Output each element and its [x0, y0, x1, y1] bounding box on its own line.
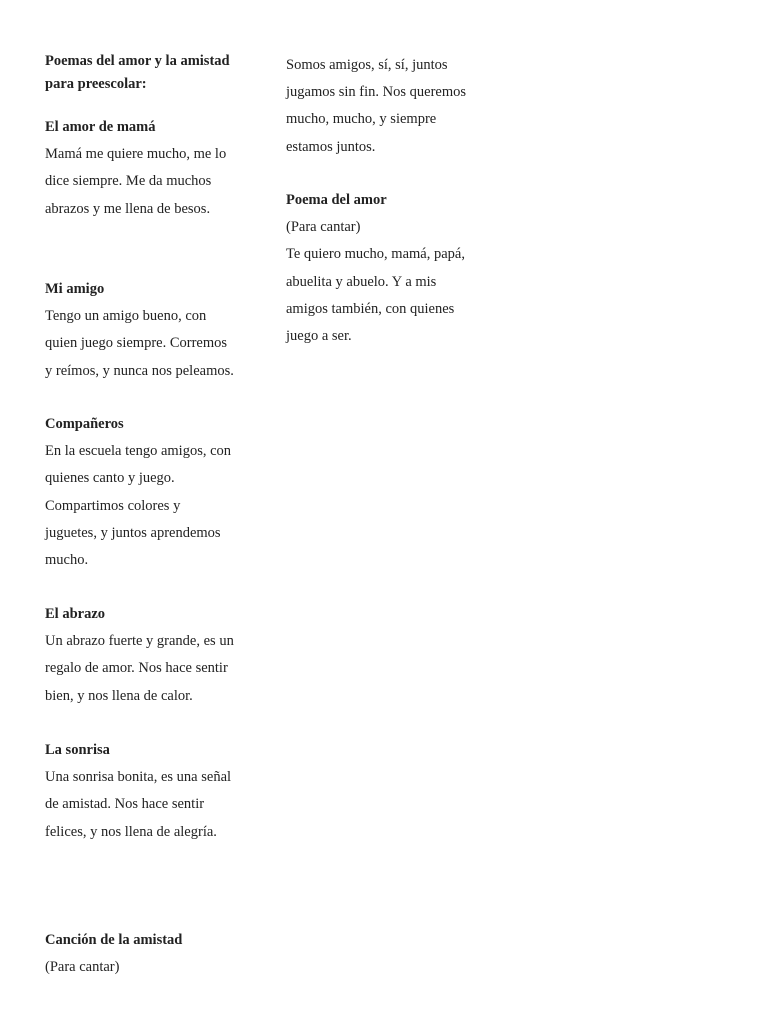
poem-title: Poema del amor [286, 192, 387, 208]
poem-line: abuelita y abuelo. Y a mis [286, 273, 437, 290]
document-title [45, 50, 250, 96]
poem-line: mucho. [45, 552, 89, 569]
poem-title: La sonrisa [45, 742, 110, 758]
poem-line: jugamos sin fin. Nos queremos [286, 84, 467, 101]
document-title-line: Poemas del amor y la amistad [45, 53, 230, 69]
poem-line: y reímos, y nunca nos peleamos. [45, 362, 234, 379]
poem-line: (Para cantar) [286, 219, 361, 236]
poem-line: bien, y nos llena de calor. [45, 687, 193, 704]
poem-title: Mi amigo [45, 281, 105, 297]
poem-line: Una sonrisa bonita, es una señal [45, 769, 232, 786]
poem-line: felices, y nos llena de alegría. [45, 823, 217, 840]
poem-companeros [45, 411, 250, 574]
poem-la-sonrisa [45, 737, 250, 846]
poem-title: El amor de mamá [45, 119, 156, 135]
poem-line: Mamá me quiere mucho, me lo [45, 146, 227, 163]
poem-line: regalo de amor. Nos hace sentir [45, 660, 228, 677]
poem-line: Te quiero mucho, mamá, papá, [286, 246, 465, 263]
poem-title: Canción de la amistad [45, 932, 183, 948]
poem-poema-del-amor [286, 187, 486, 350]
poem-cancion-de-la-amistad [45, 927, 250, 981]
poem-line: dice siempre. Me da muchos [45, 173, 212, 190]
poem-line: quien juego siempre. Corremos [45, 335, 228, 352]
poem-line: juego a ser. [286, 328, 352, 345]
poem-line: juguetes, y juntos aprendemos [45, 524, 221, 541]
poem-line: abrazos y me llena de besos. [45, 200, 211, 217]
poem-line: En la escuela tengo amigos, con [45, 443, 232, 460]
poem-title: El abrazo [45, 606, 106, 622]
poem-line: Tengo un amigo bueno, con [45, 308, 207, 325]
poem-el-amor-de-mama [45, 114, 250, 223]
poem-line: Somos amigos, sí, sí, juntos [286, 57, 448, 73]
poem-line: (Para cantar) [45, 959, 120, 976]
poem-line: Un abrazo fuerte y grande, es un [45, 633, 234, 650]
document-title-line: para preescolar: [45, 76, 147, 92]
poem-line: mucho, mucho, y siempre [286, 111, 437, 128]
poem-line: Compartimos colores y [45, 497, 181, 514]
poem-el-abrazo [45, 601, 250, 710]
poem-line: quienes canto y juego. [45, 470, 175, 487]
poem-continuation [286, 52, 486, 161]
poem-line: amigos también, con quienes [286, 300, 455, 317]
poem-line: estamos juntos. [286, 138, 376, 155]
poem-title: Compañeros [45, 416, 124, 432]
poem-mi-amigo [45, 276, 250, 385]
poem-line: de amistad. Nos hace sentir [45, 796, 205, 813]
